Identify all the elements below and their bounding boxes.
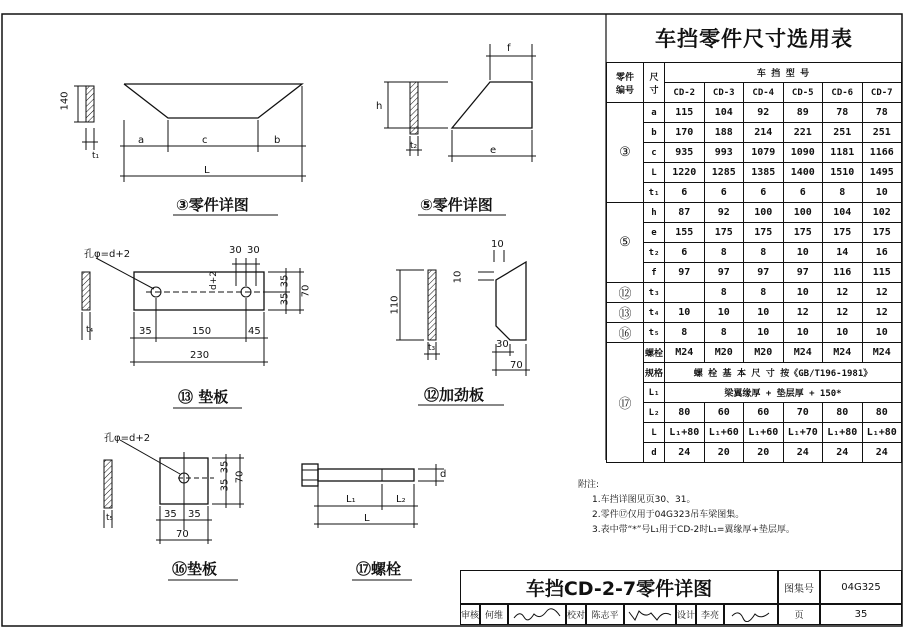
dim-35d: 35 bbox=[219, 460, 231, 474]
dim-35f: 35 bbox=[164, 509, 177, 520]
value-cell: 188 bbox=[704, 123, 744, 143]
value-cell: 78 bbox=[823, 103, 863, 123]
part-number-cell: ⑰ bbox=[607, 343, 644, 463]
value-cell: 104 bbox=[704, 103, 744, 123]
checker-signature bbox=[624, 604, 676, 625]
value-cell: M24 bbox=[823, 343, 863, 363]
value-cell: 1166 bbox=[862, 143, 902, 163]
dim-e: e bbox=[490, 145, 497, 156]
dimension-cell: t₄ bbox=[644, 303, 665, 323]
header-part-no: 零件 编号 bbox=[607, 63, 644, 103]
value-cell: 20 bbox=[744, 443, 784, 463]
value-cell: 8 bbox=[704, 243, 744, 263]
part12-drawing bbox=[396, 250, 530, 376]
table-row bbox=[607, 343, 902, 363]
atlas-label: 图集号 bbox=[778, 570, 820, 604]
table-row bbox=[607, 123, 902, 143]
dim-35b: 35 bbox=[279, 292, 291, 306]
value-cell: M20 bbox=[744, 343, 784, 363]
dim-t1: t₁ bbox=[92, 151, 100, 161]
dimension-cell: 螺栓 bbox=[644, 343, 665, 363]
value-cell: 935 bbox=[665, 143, 705, 163]
value-cell: 993 bbox=[704, 143, 744, 163]
dim-45: 45 bbox=[248, 326, 261, 337]
part-number-cell: ③ bbox=[607, 103, 644, 203]
dim-t5: t₅ bbox=[106, 513, 114, 523]
header-model-group: 车 挡 型 号 bbox=[665, 63, 902, 83]
table-row bbox=[607, 163, 902, 183]
table-row bbox=[607, 143, 902, 163]
value-cell: 1181 bbox=[823, 143, 863, 163]
designer-name: 李亮 bbox=[696, 604, 724, 625]
value-cell: 12 bbox=[862, 303, 902, 323]
dim-h: h bbox=[376, 101, 383, 112]
table-row bbox=[607, 303, 902, 323]
dimension-cell: b bbox=[644, 123, 665, 143]
part-number-cell: ⑯ bbox=[607, 323, 644, 343]
value-cell: 6 bbox=[704, 183, 744, 203]
dim-L2: L₂ bbox=[396, 494, 406, 505]
table-row bbox=[607, 323, 902, 343]
page-number: 35 bbox=[820, 604, 902, 625]
value-cell: 12 bbox=[823, 303, 863, 323]
table-header-row bbox=[607, 63, 902, 83]
reviewer-name: 何维 bbox=[480, 604, 508, 625]
value-cell: 1400 bbox=[783, 163, 823, 183]
dimension-cell: L bbox=[644, 423, 665, 443]
value-cell: 10 bbox=[862, 183, 902, 203]
designer-signature-mark bbox=[729, 608, 773, 622]
value-cell: 10 bbox=[665, 303, 705, 323]
dimension-cell: L bbox=[644, 163, 665, 183]
dim-30: 30 bbox=[496, 339, 509, 350]
value-cell: 80 bbox=[665, 403, 705, 423]
page-label: 页 bbox=[778, 604, 820, 625]
check-label: 校对 bbox=[566, 604, 586, 625]
value-cell: 102 bbox=[862, 203, 902, 223]
value-cell: 251 bbox=[823, 123, 863, 143]
value-cell: 97 bbox=[665, 263, 705, 283]
dimension-cell: t₁ bbox=[644, 183, 665, 203]
table-body bbox=[607, 103, 902, 463]
value-cell: 92 bbox=[744, 103, 784, 123]
dim-140: 140 bbox=[59, 91, 71, 111]
value-cell: 10 bbox=[783, 283, 823, 303]
notes-label: 附注: bbox=[578, 480, 600, 490]
caption-part3: ③零件详图 bbox=[176, 196, 249, 214]
atlas-number: 04G325 bbox=[820, 570, 902, 604]
dimension-selection-table bbox=[606, 62, 902, 463]
table-row bbox=[607, 403, 902, 423]
value-cell: 214 bbox=[744, 123, 784, 143]
value-cell: 1220 bbox=[665, 163, 705, 183]
value-cell: 87 bbox=[665, 203, 705, 223]
value-cell: 12 bbox=[862, 283, 902, 303]
part-number-cell: ⑬ bbox=[607, 303, 644, 323]
caption-part5: ⑤零件详图 bbox=[420, 196, 493, 214]
value-cell: 251 bbox=[862, 123, 902, 143]
value-cell: 1079 bbox=[744, 143, 784, 163]
dimension-cell: L₁ bbox=[644, 383, 665, 403]
model-cd2: CD-2 bbox=[665, 83, 705, 103]
designer-signature bbox=[724, 604, 778, 625]
value-cell: 8 bbox=[744, 243, 784, 263]
spanning-value-cell: 螺 栓 基 本 尺 寸 按《GB/T196-1981》 bbox=[665, 363, 902, 383]
value-cell: 10 bbox=[704, 303, 744, 323]
part17-drawing bbox=[302, 464, 447, 528]
value-cell: 155 bbox=[665, 223, 705, 243]
dim-hole16: 孔φ=d+2 bbox=[104, 433, 151, 444]
reviewer-signature bbox=[508, 604, 566, 625]
part-number-cell: ⑫ bbox=[607, 283, 644, 303]
value-cell: 10 bbox=[862, 323, 902, 343]
value-cell: 175 bbox=[862, 223, 902, 243]
value-cell: 78 bbox=[862, 103, 902, 123]
dim-35a: 35 bbox=[279, 274, 291, 288]
dimension-cell: e bbox=[644, 223, 665, 243]
value-cell: 100 bbox=[744, 203, 784, 223]
table-row bbox=[607, 103, 902, 123]
dimension-cell: c bbox=[644, 143, 665, 163]
value-cell: 10 bbox=[744, 303, 784, 323]
table-row bbox=[607, 283, 902, 303]
value-cell: 104 bbox=[823, 203, 863, 223]
table-row bbox=[607, 183, 902, 203]
dim-150: 150 bbox=[192, 326, 212, 337]
value-cell: 60 bbox=[704, 403, 744, 423]
dim-bolt-d: d bbox=[440, 469, 447, 480]
dimension-cell: t₃ bbox=[644, 283, 665, 303]
value-cell: 6 bbox=[665, 243, 705, 263]
caption-part13: ⑬ 垫板 bbox=[178, 388, 229, 406]
value-cell: 8 bbox=[704, 323, 744, 343]
value-cell: 24 bbox=[862, 443, 902, 463]
dimension-cell: h bbox=[644, 203, 665, 223]
table-row bbox=[607, 223, 902, 243]
table-row bbox=[607, 443, 902, 463]
dimension-cell: 规格 bbox=[644, 363, 665, 383]
reviewer-signature-mark bbox=[512, 608, 562, 622]
dim-t2: t₂ bbox=[410, 141, 418, 151]
value-cell: M24 bbox=[665, 343, 705, 363]
value-cell: M24 bbox=[862, 343, 902, 363]
caption-part16: ⑯垫板 bbox=[172, 560, 218, 578]
table-row bbox=[607, 383, 902, 403]
value-cell: 60 bbox=[744, 403, 784, 423]
value-cell: 97 bbox=[783, 263, 823, 283]
dimension-cell: t₂ bbox=[644, 243, 665, 263]
value-cell: 1385 bbox=[744, 163, 784, 183]
value-cell: 221 bbox=[783, 123, 823, 143]
title-block bbox=[460, 570, 902, 625]
dim-hole13: 孔φ=d+2 bbox=[84, 249, 131, 260]
model-cd5: CD-5 bbox=[783, 83, 823, 103]
note-3: 3.表中带“*”号L₁用于CD-2时L₁=翼缘厚+垫层厚。 bbox=[592, 525, 795, 535]
value-cell: 116 bbox=[823, 263, 863, 283]
value-cell: 100 bbox=[783, 203, 823, 223]
value-cell: 97 bbox=[704, 263, 744, 283]
dim-c: c bbox=[202, 135, 208, 146]
header-dim: 尺 寸 bbox=[644, 63, 665, 103]
model-cd6: CD-6 bbox=[823, 83, 863, 103]
value-cell: 20 bbox=[704, 443, 744, 463]
value-cell: 10 bbox=[783, 323, 823, 343]
value-cell: L₁+70 bbox=[783, 423, 823, 443]
drawing-title: 车挡CD-2-7零件详图 bbox=[460, 570, 778, 604]
value-cell: 170 bbox=[665, 123, 705, 143]
value-cell: 24 bbox=[783, 443, 823, 463]
value-cell: 89 bbox=[783, 103, 823, 123]
value-cell: 70 bbox=[783, 403, 823, 423]
value-cell: 80 bbox=[862, 403, 902, 423]
value-cell: 97 bbox=[744, 263, 784, 283]
value-cell: 6 bbox=[783, 183, 823, 203]
dimension-cell: f bbox=[644, 263, 665, 283]
value-cell: M24 bbox=[783, 343, 823, 363]
value-cell: 175 bbox=[783, 223, 823, 243]
dim-35e: 35 bbox=[219, 478, 231, 492]
value-cell: 1285 bbox=[704, 163, 744, 183]
value-cell: 80 bbox=[823, 403, 863, 423]
value-cell: 6 bbox=[744, 183, 784, 203]
dim-70c: 70 bbox=[234, 470, 246, 484]
dimension-cell: a bbox=[644, 103, 665, 123]
table-row bbox=[607, 363, 902, 383]
checker-signature-mark bbox=[627, 608, 673, 622]
part3-drawing bbox=[74, 84, 306, 182]
value-cell: 10 bbox=[823, 323, 863, 343]
table-row bbox=[607, 263, 902, 283]
value-cell: M20 bbox=[704, 343, 744, 363]
dim-10b: 10 bbox=[452, 270, 464, 284]
dim-10a: 10 bbox=[491, 239, 504, 250]
model-cd7: CD-7 bbox=[862, 83, 902, 103]
value-cell: 8 bbox=[704, 283, 744, 303]
note-2: 2.零件⑰仅用于04G323吊车梁图集。 bbox=[592, 510, 745, 520]
model-cd3: CD-3 bbox=[704, 83, 744, 103]
dimension-cell: d bbox=[644, 443, 665, 463]
part16-drawing bbox=[104, 440, 244, 544]
review-label: 审核 bbox=[460, 604, 480, 625]
caption-part12: ⑫加劲板 bbox=[424, 386, 485, 404]
value-cell: 175 bbox=[704, 223, 744, 243]
spanning-value-cell: 梁翼缘厚 + 垫层厚 + 150* bbox=[665, 383, 902, 403]
value-cell: 8 bbox=[665, 323, 705, 343]
value-cell: L₁+80 bbox=[823, 423, 863, 443]
value-cell: L₁+60 bbox=[744, 423, 784, 443]
dim-L1: L₁ bbox=[346, 494, 356, 505]
value-cell: L₁+80 bbox=[862, 423, 902, 443]
model-cd4: CD-4 bbox=[744, 83, 784, 103]
dim-bolt-L: L bbox=[364, 513, 370, 524]
value-cell: 16 bbox=[862, 243, 902, 263]
part-number-cell: ⑤ bbox=[607, 203, 644, 283]
value-cell: 8 bbox=[823, 183, 863, 203]
value-cell: 12 bbox=[783, 303, 823, 323]
value-cell: 115 bbox=[665, 103, 705, 123]
part5-drawing bbox=[384, 44, 536, 162]
dim-d2: d+2 bbox=[208, 271, 219, 290]
dim-t3: t₃ bbox=[428, 343, 436, 353]
dim-70: 70 bbox=[300, 284, 312, 298]
dim-L: L bbox=[204, 165, 210, 176]
value-cell: 14 bbox=[823, 243, 863, 263]
caption-part17: ⑰螺栓 bbox=[356, 560, 402, 578]
value-cell: 1495 bbox=[862, 163, 902, 183]
design-label: 设计 bbox=[676, 604, 696, 625]
table-row bbox=[607, 203, 902, 223]
checker-name: 陈志平 bbox=[586, 604, 624, 625]
value-cell: 175 bbox=[744, 223, 784, 243]
value-cell: 8 bbox=[744, 283, 784, 303]
dim-a: a bbox=[138, 135, 145, 146]
value-cell: 12 bbox=[823, 283, 863, 303]
value-cell: 10 bbox=[744, 323, 784, 343]
dim-35g: 35 bbox=[188, 509, 201, 520]
dim-t4: t₄ bbox=[86, 325, 94, 335]
dim-70d: 70 bbox=[176, 529, 189, 540]
notes bbox=[578, 478, 795, 538]
table-row bbox=[607, 423, 902, 443]
dim-70b: 70 bbox=[510, 360, 523, 371]
value-cell bbox=[665, 283, 705, 303]
dim-35c: 35 bbox=[139, 326, 152, 337]
table-row bbox=[607, 243, 902, 263]
value-cell: 24 bbox=[665, 443, 705, 463]
value-cell: 6 bbox=[665, 183, 705, 203]
value-cell: 92 bbox=[704, 203, 744, 223]
dim-30b: 30 bbox=[247, 245, 260, 256]
dimension-cell: t₅ bbox=[644, 323, 665, 343]
value-cell: 24 bbox=[823, 443, 863, 463]
table-title: 车挡零件尺寸选用表 bbox=[655, 27, 853, 51]
dim-230: 230 bbox=[190, 350, 210, 361]
value-cell: 10 bbox=[783, 243, 823, 263]
value-cell: 1090 bbox=[783, 143, 823, 163]
value-cell: L₁+60 bbox=[704, 423, 744, 443]
dim-110: 110 bbox=[389, 295, 401, 315]
dim-b: b bbox=[274, 135, 281, 146]
dimension-cell: L₂ bbox=[644, 403, 665, 423]
note-1: 1.车挡详图见页30、31。 bbox=[592, 495, 696, 505]
value-cell: 115 bbox=[862, 263, 902, 283]
dim-30a: 30 bbox=[229, 245, 242, 256]
value-cell: 1510 bbox=[823, 163, 863, 183]
value-cell: L₁+80 bbox=[665, 423, 705, 443]
value-cell: 175 bbox=[823, 223, 863, 243]
dim-f: f bbox=[507, 43, 511, 54]
